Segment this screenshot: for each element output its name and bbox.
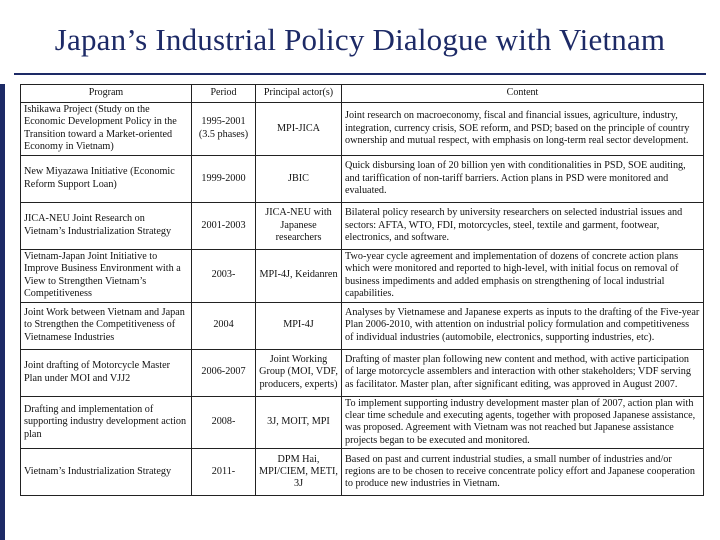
period-cell: 2006-2007 — [192, 349, 256, 396]
content-cell: Quick disbursing loan of 20 billion yen with conditionalities in PSD, SOE auditing, and tariffication of non-tariff barriers. Action plans in PSD were monitored and evaluated. — [342, 155, 704, 202]
period-cell: 2008- — [192, 396, 256, 449]
program-cell: Drafting and implementation of supporting industry development action plan — [21, 396, 192, 449]
actors-cell: MPI-JICA — [256, 103, 342, 156]
policy-dialogue-table — [20, 84, 704, 496]
header-content: Content — [342, 85, 704, 103]
period-cell: 1999-2000 — [192, 155, 256, 202]
table-row — [21, 103, 704, 156]
content-cell: To implement supporting industry development master plan of 2007, action plan with clear time schedule and executing agents, together with proposed Japanese assistance, was proposed. Agreement with Vietnam was not reached but Japanese assistance projects began to be executed and monitored. — [342, 396, 704, 449]
content-cell: Analyses by Vietnamese and Japanese experts as inputs to the drafting of the Five-year Plan 2006-2010, with attention on industrial policy formulation and competitiveness of individual industries (automobile, electronics, supporting industries, etc). — [342, 302, 704, 349]
title-underline — [14, 73, 706, 75]
program-cell: Joint drafting of Motorcycle Master Plan under MOI and VJJ2 — [21, 349, 192, 396]
left-accent-bar — [0, 84, 5, 540]
period-cell: 2004 — [192, 302, 256, 349]
program-cell: Joint Work between Vietnam and Japan to Strengthen the Competitiveness of Vietnamese Industries — [21, 302, 192, 349]
actors-cell: MPI-4J — [256, 302, 342, 349]
program-cell: Vietnam’s Industrialization Strategy — [21, 449, 192, 496]
actors-cell: DPM Hai, MPI/CIEM, METI, 3J — [256, 449, 342, 496]
content-cell: Two-year cycle agreement and implementation of dozens of concrete action plans which were monitored and reported to high-level, with initial focus on removal of business impediments and added emphasis on strengthening of local industrial capabilities. — [342, 249, 704, 302]
period-cell: 1995-2001 (3.5 phases) — [192, 103, 256, 156]
content-cell: Bilateral policy research by university researchers on selected industrial issues and sectors: AFTA, WTO, FDI, motorcycles, steel, textile and garment, footwear, electronics, and software. — [342, 202, 704, 249]
period-cell: 2003- — [192, 249, 256, 302]
actors-cell: Joint Working Group (MOI, VDF, producers, experts) — [256, 349, 342, 396]
header-period: Period — [192, 85, 256, 103]
header-principal-actors: Principal actor(s) — [256, 85, 342, 103]
period-cell: 2001-2003 — [192, 202, 256, 249]
actors-cell: 3J, MOIT, MPI — [256, 396, 342, 449]
slide-title: Japan’s Industrial Policy Dialogue with Vietnam — [54, 22, 666, 57]
actors-cell: JICA-NEU with Japanese researchers — [256, 202, 342, 249]
table-row — [21, 396, 704, 449]
table-header-row — [21, 85, 704, 103]
content-cell: Based on past and current industrial studies, a small number of industries and/or regions are to be chosen to receive concentrate policy effort and Japanese cooperation to produce new industries in Vietnam. — [342, 449, 704, 496]
content-cell: Drafting of master plan following new content and method, with active participation of large motorcycle assemblers and interaction with other stakeholders; VDF serving as facilitator. Master plan, after significant editing, was approved in August 2007. — [342, 349, 704, 396]
content-cell: Joint research on macroeconomy, fiscal and financial issues, agriculture, industry, integration, currency crisis, SOE reform, and PSD; based on the principle of country ownership and mutual respect, with emphasis on long-term real sector development. — [342, 103, 704, 156]
program-cell: New Miyazawa Initiative (Economic Reform Support Loan) — [21, 155, 192, 202]
actors-cell: JBIC — [256, 155, 342, 202]
header-program: Program — [21, 85, 192, 103]
program-cell: Ishikawa Project (Study on the Economic Development Policy in the Transition toward a Market-oriented Economy in Vietnam) — [21, 103, 192, 156]
table-row — [21, 249, 704, 302]
period-cell: 2011- — [192, 449, 256, 496]
table-row — [21, 155, 704, 202]
program-cell: Vietnam-Japan Joint Initiative to Improve Business Environment with a View to Strengthen Vietnam’s Competitiveness — [21, 249, 192, 302]
program-cell: JICA-NEU Joint Research on Vietnam’s Industrialization Strategy — [21, 202, 192, 249]
actors-cell: MPI-4J, Keidanren — [256, 249, 342, 302]
table-row — [21, 449, 704, 496]
table-row — [21, 202, 704, 249]
table-row — [21, 349, 704, 396]
table-row — [21, 302, 704, 349]
